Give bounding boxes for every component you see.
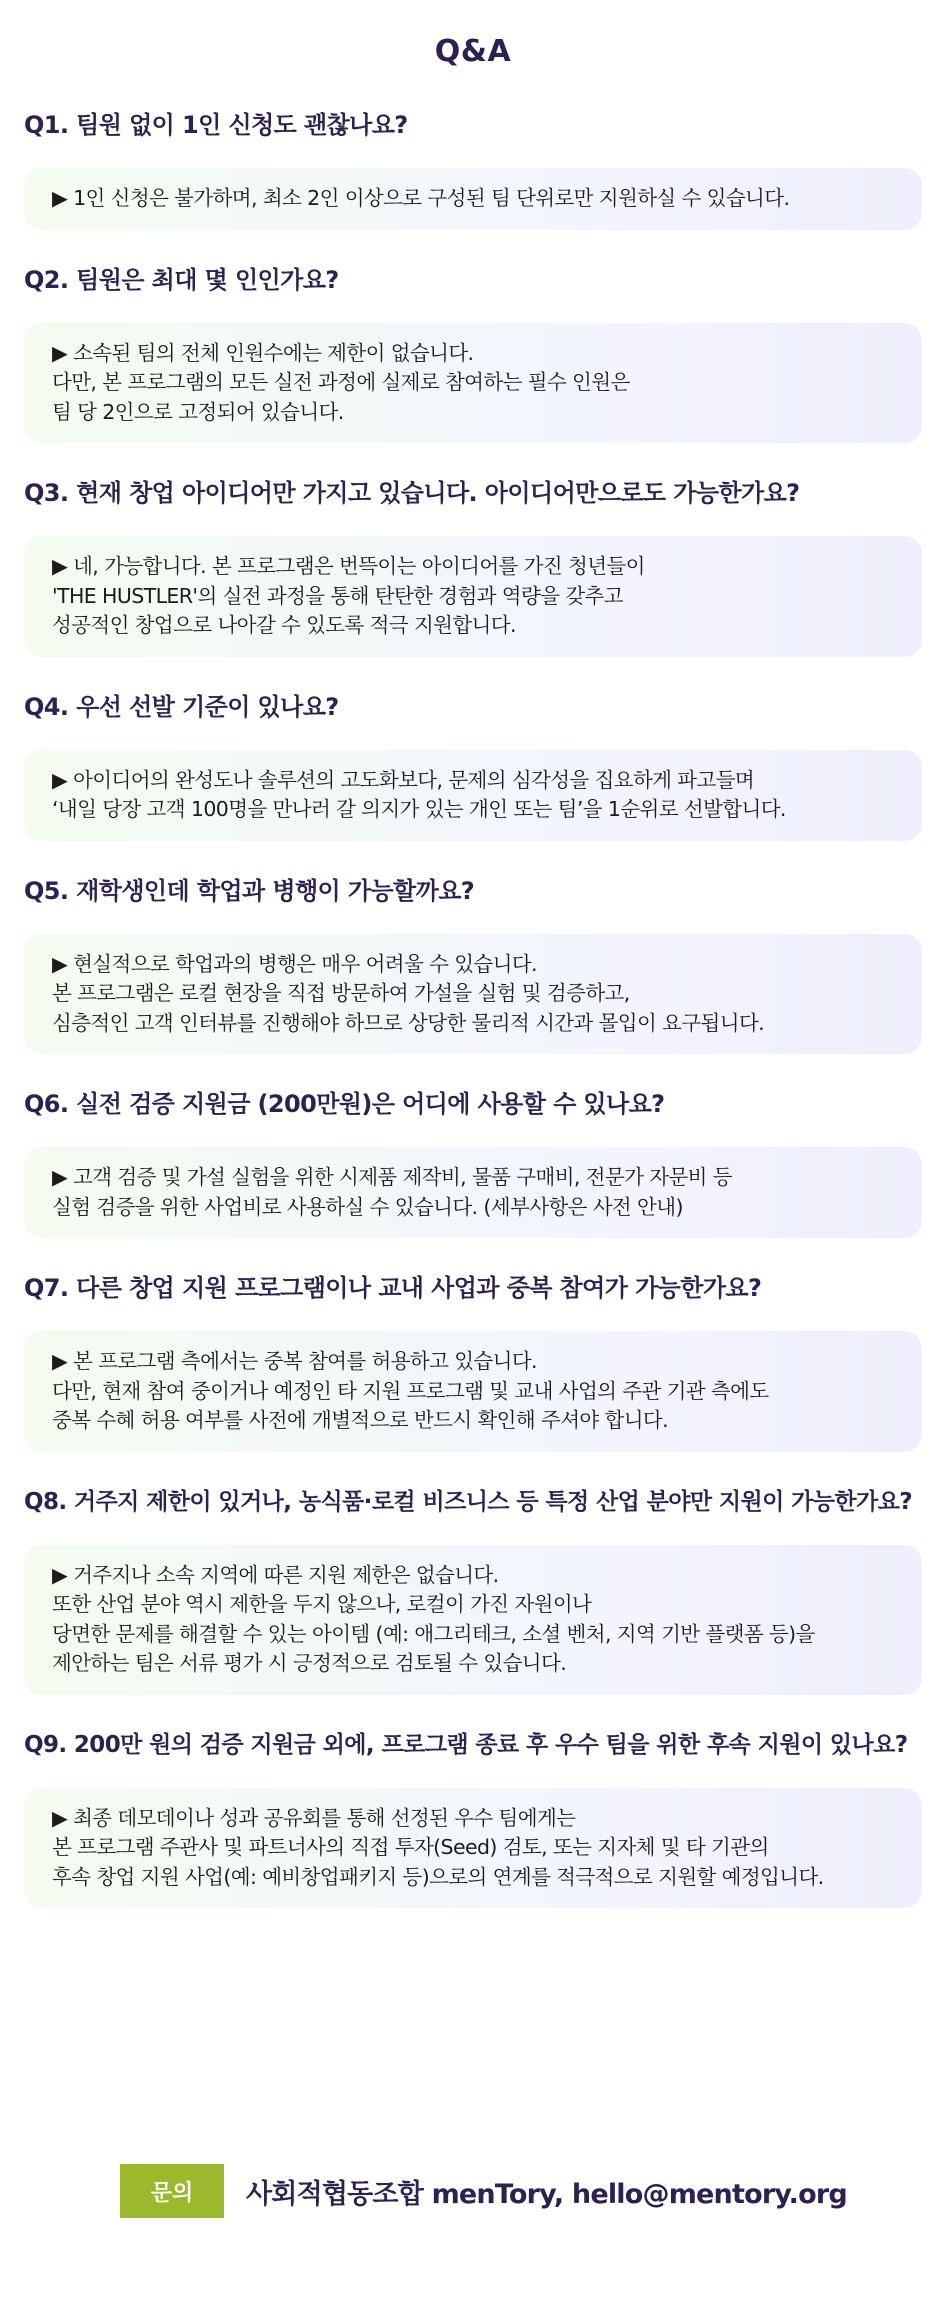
faq-question: Q1. 팀원 없이 1인 신청도 괜찮나요? <box>24 111 408 139</box>
faq-item <box>24 1728 922 1909</box>
faq-answer: ▶ 네, 가능합니다. 본 프로그램은 번뜩이는 아이디어를 가진 청년들이 'THE HUSTLER'의 실전 과정을 통해 탄탄한 경험과 역량을 갖추고 성공적인 창업으로 나아갈 수 있도록 적극 지원합니다. <box>24 536 922 657</box>
faq-item <box>24 1271 922 1452</box>
faq-question: Q2. 팀원은 최대 몇 인인가요? <box>24 265 339 294</box>
faq-answer: ▶ 아이디어의 완성도나 솔루션의 고도화보다, 문제의 심각성을 집요하게 파고들며 ‘내일 당장 고객 100명을 만나러 갈 의지가 있는 개인 또는 팀’을 1순위로 선발합니다. <box>24 750 922 841</box>
faq-answer: ▶ 고객 검증 및 가설 실험을 위한 시제품 제작비, 물품 구매비, 전문가 자문비 등 실험 검증을 위한 사업비로 사용하실 수 있습니다. (세부사항은 사전 안내) <box>24 1147 922 1238</box>
faq-list <box>24 108 922 1941</box>
faq-answer: ▶ 거주지나 소속 지역에 따른 지원 제한은 없습니다. 또한 산업 분야 역시 제한을 두지 않으나, 로컬이 가진 자원이나 당면한 문제를 해결할 수 있는 아이템 (예: 애그리테크, 소셜 벤처, 지역 기반 플랫폼 등)을 제안하는 팀은 서류 평가 시 긍정적으로 검토될 수 있습니다. <box>24 1545 922 1695</box>
faq-answer: ▶ 1인 신청은 불가하며, 최소 2인 이상으로 구성된 팀 단위로만 지원하실 수 있습니다. <box>24 168 922 230</box>
contact-badge: 문의 <box>120 2164 224 2218</box>
faq-item <box>24 874 922 1055</box>
faq-item <box>24 690 922 841</box>
faq-item <box>24 476 922 657</box>
faq-question: Q7. 다른 창업 지원 프로그램이나 교내 사업과 중복 참여가 가능한가요? <box>24 1274 762 1302</box>
faq-item <box>24 263 922 444</box>
faq-item <box>24 1087 922 1238</box>
faq-answer: ▶ 최종 데모데이나 성과 공유회를 통해 선정된 우수 팀에게는 본 프로그램 주관사 및 파트너사의 직접 투자(Seed) 검토, 또는 지자체 및 타 기관의 후속 창업 지원 사업(예: 예비창업패키지 등)으로의 연계를 적극적으로 지원할 예정입니다. <box>24 1788 922 1909</box>
faq-question: Q9. 200만 원의 검증 지원금 외에, 프로그램 종료 후 우수 팀을 위한 후속 지원이 있나요? <box>24 1731 908 1758</box>
contact-section <box>120 2164 847 2218</box>
faq-question: Q6. 실전 검증 지원금 (200만원)은 어디에 사용할 수 있나요? <box>24 1090 665 1118</box>
faq-answer: ▶ 소속된 팀의 전체 인원수에는 제한이 없습니다. 다만, 본 프로그램의 모든 실전 과정에 실제로 참여하는 필수 인원은 팀 당 2인으로 고정되어 있습니다. <box>24 323 922 444</box>
faq-item <box>24 108 922 230</box>
faq-answer: ▶ 현실적으로 학업과의 병행은 매우 어려울 수 있습니다. 본 프로그램은 로컬 현장을 직접 방문하여 가설을 실험 및 검증하고, 심층적인 고객 인터뷰를 진행해야 하므로 상당한 물리적 시간과 몰입이 요구됩니다. <box>24 934 922 1055</box>
page-title: Q&A <box>434 34 512 69</box>
faq-question: Q4. 우선 선발 기준이 있나요? <box>24 692 339 721</box>
faq-question: Q8. 거주지 제한이 있거나, 농식품·로컬 비즈니스 등 특정 산업 분야만 지원이 가능한가요? <box>24 1488 913 1515</box>
faq-item <box>24 1485 922 1695</box>
faq-answer: ▶ 본 프로그램 측에서는 중복 참여를 허용하고 있습니다. 다만, 현재 참여 중이거나 예정인 타 지원 프로그램 및 교내 사업의 주관 기관 측에도 중복 수혜 허용 여부를 사전에 개별적으로 반드시 확인해 주셔야 합니다. <box>24 1331 922 1452</box>
contact-info[interactable]: 사회적협동조합 menTory, hello@mentory.org <box>246 2178 847 2210</box>
faq-question: Q5. 재학생인데 학업과 병행이 가능할까요? <box>24 876 475 905</box>
faq-question: Q3. 현재 창업 아이디어만 가지고 있습니다. 아이디어만으로도 가능한가요? <box>24 479 800 507</box>
